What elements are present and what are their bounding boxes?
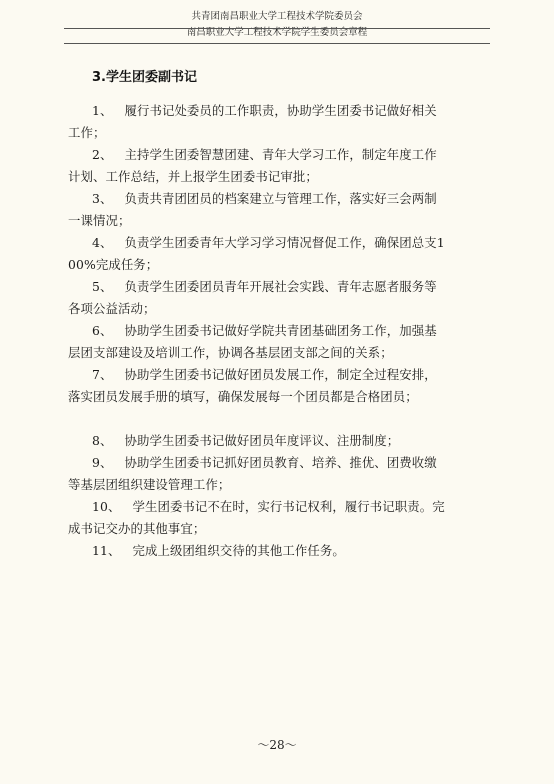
duty-text: 履行书记处委员的工作职责，协助学生团委书记做好相关工作；: [68, 103, 437, 140]
duty-item-2: [68, 144, 448, 188]
duty-text: 学生团委书记不在时，实行书记权利，履行书记职责。完成书记交办的其他事宜；: [68, 499, 445, 536]
duty-text: 协助学生团委书记做好学院共青团基础团务工作，加强基层团支部建设及培训工作，协调各基层团支部之间的关系；: [68, 323, 437, 360]
header-document-title: 南昌职业大学工程技术学院学生委员会章程: [186, 27, 368, 38]
duty-item-9: [68, 452, 448, 496]
duty-item-4: [68, 232, 448, 276]
duty-item-5: [68, 276, 448, 320]
duty-item-8: [68, 430, 448, 452]
duty-number: 4、: [92, 235, 113, 250]
duty-item-11: [68, 540, 448, 562]
duty-text: 负责共青团团员的档案建立与管理工作，落实好三会两制一课情况；: [68, 191, 437, 228]
duty-text: 协助学生团委书记抓好团员教育、培养、推优、团费收缴等基层团组织建设管理工作；: [68, 455, 437, 492]
page-number: ～28～: [257, 738, 297, 752]
header-organization: 共青团南昌职业大学工程技术学院委员会: [191, 11, 363, 22]
page-header: [64, 9, 490, 41]
duty-text: 协助学生团委书记做好团员年度评议、注册制度；: [124, 433, 400, 448]
duty-number: 2、: [92, 147, 113, 162]
duty-text: 协助学生团委书记做好团员发展工作，制定全过程安排，落实团员发展手册的填写，确保发展每一个团员都是合格团员；: [68, 367, 437, 404]
duty-item-1: [68, 100, 448, 144]
duty-number: 8、: [92, 433, 113, 448]
duty-number: 1、: [92, 103, 113, 118]
duty-number: 5、: [92, 279, 113, 294]
duty-number: 9、: [92, 455, 113, 470]
duty-item-6: [68, 320, 448, 364]
duty-item-10: [68, 496, 448, 540]
duty-item-7: [68, 364, 448, 408]
header-divider-bottom: [64, 43, 490, 44]
section-heading: 3.学生团委副书记: [92, 70, 197, 85]
duty-text: 负责学生团委团员青年开展社会实践、青年志愿者服务等各项公益活动；: [68, 279, 437, 316]
duty-number: 10、: [92, 499, 121, 514]
duty-number: 6、: [92, 323, 113, 338]
duty-number: 3、: [92, 191, 113, 206]
duty-item-3: [68, 188, 448, 232]
duty-number: 11、: [92, 543, 121, 558]
duty-text: 完成上级团组织交待的其他工作任务。: [132, 543, 345, 558]
duty-text: 负责学生团委青年大学习学习情况督促工作，确保团总支100%完成任务；: [68, 235, 445, 272]
duty-text: 主持学生团委智慧团建、青年大学习工作，制定年度工作计划、工作总结，并上报学生团委书记审批；: [68, 147, 437, 184]
duty-number: 7、: [92, 367, 113, 382]
header-divider-top: [64, 28, 490, 29]
